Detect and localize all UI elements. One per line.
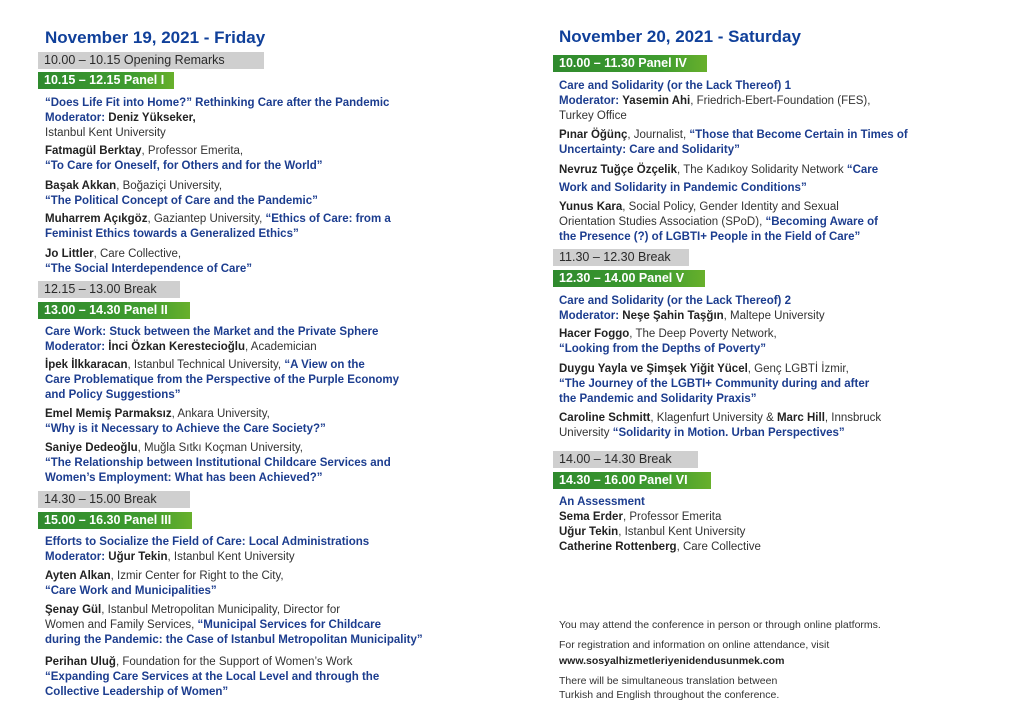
speaker-affiliation-cont: University xyxy=(559,427,610,439)
moderator-affiliation: , Academician xyxy=(245,341,317,353)
speaker-entry xyxy=(45,569,284,599)
speaker-affiliation: , Klagenfurt University & xyxy=(650,412,774,424)
speaker-affiliation-cont: Orientation Studies Association (SPoD), xyxy=(559,216,763,228)
speaker-name: Başak Akkan xyxy=(45,180,117,192)
talk-title-cont: and Policy Suggestions” xyxy=(45,389,181,401)
speaker-name: Emel Memiş Parmaksız xyxy=(45,408,172,420)
speaker-affiliation: , Muğla Sıtkı Koçman University, xyxy=(137,442,303,454)
friday-title: November 19, 2021 - Friday xyxy=(45,28,266,47)
moderator-name: İnci Özkan Kerestecioğlu xyxy=(108,341,246,353)
talk-title-cont: Work and Solidarity in Pandemic Conditions” xyxy=(559,182,807,194)
translation-note: There will be simultaneous translation between xyxy=(559,675,778,687)
panel-3-header: 15.00 – 16.30 Panel III xyxy=(38,512,192,529)
talk-title: “Expanding Care Services at the Local Level and through the xyxy=(45,671,380,683)
speaker-entry xyxy=(45,212,391,242)
panel-6-topic: An Assessment xyxy=(559,496,645,508)
moderator-affiliation: Istanbul Kent University xyxy=(45,127,166,139)
talk-title-cont: the Pandemic and Solidarity Praxis” xyxy=(559,393,757,405)
moderator-label: Moderator: xyxy=(559,310,620,322)
talk-title-cont: Women’s Employment: What has been Achieved?” xyxy=(45,472,323,484)
speaker-name: Pınar Öğünç xyxy=(559,129,628,141)
talk-title-cont: the Presence (?) of LGBTI+ People in the Field of Care” xyxy=(559,231,861,243)
speaker-affiliation: , The Deep Poverty Network, xyxy=(629,328,777,340)
speaker-entry xyxy=(45,441,391,486)
speaker-entry xyxy=(559,128,908,158)
speaker-name: Şenay Gül xyxy=(45,604,102,616)
speaker-entry xyxy=(45,655,379,700)
speaker-name: Uğur Tekin xyxy=(559,526,619,538)
speaker-affiliation: , Care Collective, xyxy=(93,248,182,260)
speaker-name: Nevruz Tuğçe Özçelik xyxy=(559,164,678,176)
panel-1-header: 10.15 – 12.15 Panel I xyxy=(38,72,174,89)
moderator-name: Yasemin Ahi xyxy=(622,95,691,107)
talk-title: “Looking from the Depths of Poverty” xyxy=(559,343,767,355)
speaker-affiliation: , Innsbruck xyxy=(824,412,882,424)
panel-1-block xyxy=(45,96,389,141)
talk-title: “Care Work and Municipalities” xyxy=(45,585,217,597)
speaker-name: Ayten Alkan xyxy=(45,570,111,582)
speaker-affiliation-cont: Women and Family Services, xyxy=(45,619,195,631)
speaker-affiliation: , Care Collective xyxy=(676,541,761,553)
moderator-affiliation-cont: Turkey Office xyxy=(559,110,627,122)
speaker-entry xyxy=(45,358,399,403)
talk-title: “Solidarity in Motion. Urban Perspectives” xyxy=(612,427,845,439)
panel-1-topic: “Does Life Fit into Home?” Rethinking Care after the Pandemic xyxy=(45,97,390,109)
speaker-name: Jo Littler xyxy=(45,248,94,260)
moderator-label: Moderator: xyxy=(45,112,106,124)
registration-note: For registration and information on online attendance, visit xyxy=(559,639,830,651)
speaker-affiliation: , Istanbul Metropolitan Municipality, Director for xyxy=(101,604,341,616)
moderator-affiliation: , Istanbul Kent University xyxy=(167,551,295,563)
speaker-name: Caroline Schmitt xyxy=(559,412,651,424)
panel-4-topic: Care and Solidarity (or the Lack Thereof) 1 xyxy=(559,80,791,92)
panel-2-block xyxy=(45,325,378,355)
speaker-name: Marc Hill xyxy=(776,412,825,424)
speaker-entry xyxy=(559,200,878,245)
panel-4-block xyxy=(559,79,870,124)
break-bar: 14.00 – 14.30 Break xyxy=(553,451,698,468)
moderator-name: Uğur Tekin xyxy=(108,551,168,563)
moderator-affiliation: , Friedrich-Ebert-Foundation (FES), xyxy=(690,95,871,107)
talk-title: “The Journey of the LGBTI+ Community during and after xyxy=(559,378,870,390)
talk-title: “Ethics of Care: from a xyxy=(265,213,391,225)
speaker-name: Perihan Uluğ xyxy=(45,656,116,668)
speaker-affiliation: , The Kadıkoy Solidarity Network xyxy=(677,164,844,176)
panel-3-block xyxy=(45,535,369,565)
talk-title: “The Political Concept of Care and the Pandemic” xyxy=(45,195,318,207)
opening-remarks-bar: 10.00 – 10.15 Opening Remarks xyxy=(38,52,264,69)
talk-title: “Why is it Necessary to Achieve the Care Society?” xyxy=(45,423,326,435)
attendance-note: You may attend the conference in person or through online platforms. xyxy=(559,619,881,631)
moderator-name: Deniz Yükseker, xyxy=(108,112,196,124)
speaker-name: Duygu Yayla ve Şimşek Yiğit Yücel xyxy=(559,363,748,375)
speaker-affiliation: , Journalist, xyxy=(627,129,687,141)
talk-title: “Care xyxy=(846,164,879,176)
panel-2-topic: Care Work: Stuck between the Market and the Private Sphere xyxy=(45,326,379,338)
speaker-name: Yunus Kara xyxy=(559,201,623,213)
speaker-affiliation: , Izmir Center for Right to the City, xyxy=(110,570,284,582)
panel-2-header: 13.00 – 14.30 Panel II xyxy=(38,302,190,319)
registration-link[interactable]: www.sosyalhizmetleriyenidendusunmek.com xyxy=(559,655,785,667)
speaker-entry xyxy=(45,179,318,209)
speaker-name: Catherine Rottenberg xyxy=(559,541,677,553)
speaker-affiliation: , Genç LGBTİ İzmir, xyxy=(747,363,849,375)
talk-title: “The Relationship between Institutional Childcare Services and xyxy=(45,457,391,469)
panel-4-header: 10.00 – 11.30 Panel IV xyxy=(553,55,707,72)
speaker-name: Muharrem Açıkgöz xyxy=(45,213,148,225)
moderator-affiliation: , Maltepe University xyxy=(723,310,825,322)
translation-note-cont: Turkish and English throughout the conference. xyxy=(559,689,780,701)
saturday-title: November 20, 2021 - Saturday xyxy=(559,27,801,46)
panel-6-block xyxy=(559,495,761,555)
speaker-name: İpek İlkkaracan xyxy=(45,359,128,371)
talk-title-cont: Feminist Ethics towards a Generalized Ethics” xyxy=(45,228,299,240)
speaker-entry xyxy=(559,327,777,357)
moderator-label: Moderator: xyxy=(45,551,106,563)
speaker-affiliation: , Boğaziçi University, xyxy=(116,180,223,192)
talk-title-cont: during the Pandemic: the Case of Istanbul Metropolitan Municipality” xyxy=(45,634,423,646)
speaker-affiliation: , Professor Emerita, xyxy=(141,145,244,157)
talk-title: “Becoming Aware of xyxy=(765,216,878,228)
speaker-entry xyxy=(45,144,323,174)
break-bar: 14.30 – 15.00 Break xyxy=(38,491,190,508)
moderator-label: Moderator: xyxy=(45,341,106,353)
moderator-label: Moderator: xyxy=(559,95,620,107)
speaker-entry xyxy=(45,603,423,648)
moderator-name: Neşe Şahin Taşğın xyxy=(622,310,724,322)
speaker-entry xyxy=(559,163,878,196)
break-bar: 11.30 – 12.30 Break xyxy=(553,249,689,266)
speaker-affiliation: , Professor Emerita xyxy=(622,511,722,523)
panel-5-header: 12.30 – 14.00 Panel V xyxy=(553,270,705,287)
speaker-affiliation: , Gaziantep University, xyxy=(147,213,263,225)
panel-6-header: 14.30 – 16.00 Panel VI xyxy=(553,472,711,489)
talk-title-cont: Care Problematique from the Perspective of the Purple Economy xyxy=(45,374,400,386)
speaker-affiliation: , Social Policy, Gender Identity and Sexual xyxy=(622,201,839,213)
speaker-entry xyxy=(559,362,869,407)
panel-5-block xyxy=(559,294,825,324)
talk-title: “Those that Become Certain in Times of xyxy=(689,129,908,141)
panel-3-topic: Efforts to Socialize the Field of Care: Local Administrations xyxy=(45,536,370,548)
speaker-entry xyxy=(559,411,881,441)
panel-5-topic: Care and Solidarity (or the Lack Thereof) 2 xyxy=(559,295,791,307)
speaker-affiliation: , Istanbul Kent University xyxy=(618,526,746,538)
speaker-name: Fatmagül Berktay xyxy=(45,145,142,157)
speaker-name: Hacer Foggo xyxy=(559,328,630,340)
talk-title: “The Social Interdependence of Care” xyxy=(45,263,253,275)
talk-title-cont: Collective Leadership of Women” xyxy=(45,686,229,698)
talk-title: “A View on the xyxy=(284,359,365,371)
talk-title: “To Care for Oneself, for Others and for the World” xyxy=(45,160,323,172)
speaker-entry xyxy=(45,247,252,277)
speaker-affiliation: , Ankara University, xyxy=(171,408,270,420)
speaker-name: Saniye Dedeoğlu xyxy=(45,442,138,454)
speaker-affiliation: , Foundation for the Support of Women’s Work xyxy=(115,656,353,668)
talk-title: “Municipal Services for Childcare xyxy=(197,619,381,631)
speaker-affiliation: , Istanbul Technical University, xyxy=(127,359,282,371)
talk-title-cont: Uncertainty: Care and Solidarity” xyxy=(559,144,740,156)
break-bar: 12.15 – 13.00 Break xyxy=(38,281,180,298)
speaker-entry xyxy=(45,407,326,437)
speaker-name: Sema Erder xyxy=(559,511,623,523)
